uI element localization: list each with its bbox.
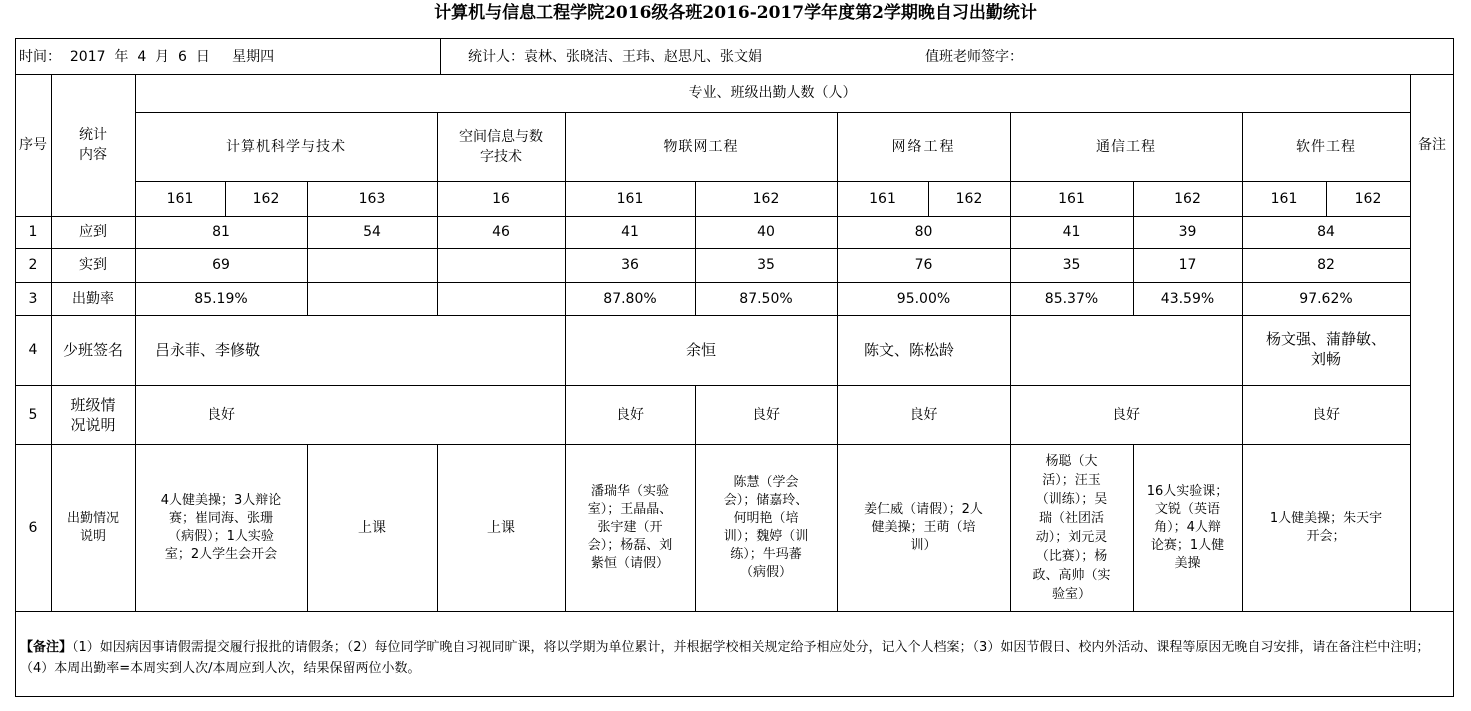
table-cell: 46 xyxy=(492,224,510,240)
table-cell: 87.50% xyxy=(739,290,793,307)
table-cell: 陈文、陈松龄 xyxy=(864,341,955,359)
class-cs-163: 163 xyxy=(358,190,386,207)
table-cell: 杨聪（大 活）；汪玉 （训练）；吴 瑞（社团活 动）；刘元灵 （比赛）；杨 政、高帅（实 验室） xyxy=(1032,453,1111,602)
table-cell: 41 xyxy=(621,224,639,240)
table-cell: 上课 xyxy=(358,519,386,536)
table-cell: 17 xyxy=(1178,257,1197,273)
table-cell: 82 xyxy=(1317,257,1335,273)
major-spatial-information: 空间信息与数 字技术 xyxy=(459,128,543,165)
table-cell: 97.62% xyxy=(1299,290,1353,307)
table-cell: 良好 xyxy=(752,406,780,423)
table-cell: 陈慧（学会 会）；储嘉玲、 何明艳（培 训）；魏婷（训 练）；牛玛蕃 （病假） xyxy=(723,474,809,580)
table-cell: 4人健美操；3人辩论 赛；崔同海、张珊 （病假）；1人实验 室；2人学生会开会 xyxy=(160,492,282,562)
row-seq: 1 xyxy=(28,224,38,240)
table-cell: 良好 xyxy=(616,406,644,423)
table-cell: 潘瑞华（实验 室）；王晶晶、 张宇建（开 会）；杨磊、刘 紫恒（请假） xyxy=(587,483,673,571)
row-label: 应到 xyxy=(79,224,107,240)
major-network-engineering: 网络工程 xyxy=(891,138,956,155)
major-telecom-engineering: 通信工程 xyxy=(1096,138,1156,155)
row-label: 少班签名 xyxy=(62,341,123,359)
table-cell: 35 xyxy=(1062,257,1081,273)
recorders-field: 统计人：袁林、张晓洁、王玮、赵思凡、张文娟 xyxy=(468,48,762,65)
table-cell: 43.59% xyxy=(1160,290,1215,307)
grid-line xyxy=(15,611,1454,612)
header-group-title: 专业、班级出勤人数（人） xyxy=(688,85,857,101)
table-cell: 35 xyxy=(757,257,775,273)
footnote-label: 【备注】 xyxy=(20,640,73,655)
grid-line xyxy=(440,38,441,74)
class-sw-162: 162 xyxy=(1354,190,1382,207)
class-iot-162: 162 xyxy=(752,190,780,207)
page-title: 计算机与信息工程学院2016级各班2016-2017学年度第2学期晚自习出勤统计 xyxy=(434,3,1037,23)
footnote-text: （1）如因病因事请假需提交履行报批的请假条；（2）每位同学旷晚自习视同旷课，将以学期为单位累计，并根据学校相关规定给予相应处分，记入个人档案；（3）如因节假日、校内外活动、课程等原因无晚自习安排，请在备注栏中注明；（4）本周出勤率=本周实到人次/本周应到人次，结果保留两位小数。 xyxy=(20,640,1430,676)
row-seq: 5 xyxy=(28,406,38,423)
class-sw-161: 161 xyxy=(1270,190,1298,207)
table-cell: 良好 xyxy=(1112,406,1140,423)
table-cell: 杨文强、蒲静敏、 刘畅 xyxy=(1265,330,1386,368)
table-cell: 良好 xyxy=(909,406,938,423)
table-cell: 上课 xyxy=(487,519,515,536)
table-cell: 84 xyxy=(1317,224,1335,240)
table-cell: 良好 xyxy=(1312,406,1340,423)
header-seq: 序号 xyxy=(19,137,47,153)
class-net-162: 162 xyxy=(955,190,983,207)
class-gis-16: 16 xyxy=(492,190,510,207)
table-cell: 81 xyxy=(212,224,230,240)
table-cell: 16人实验课； 文锐（英语 角）；4人辩 论赛；1人健 美操 xyxy=(1146,483,1229,571)
grid-line xyxy=(307,248,308,315)
table-cell: 姜仁威（请假）；2人 健美操；王萌（培 训） xyxy=(864,501,983,553)
class-net-161: 161 xyxy=(869,190,896,207)
major-software-engineering: 软件工程 xyxy=(1296,138,1356,155)
class-cs-162: 162 xyxy=(252,190,280,207)
table-cell: 69 xyxy=(212,257,230,273)
table-cell: 36 xyxy=(621,257,639,273)
row-label: 出勤率 xyxy=(72,290,114,307)
row-seq: 4 xyxy=(28,342,38,358)
table-cell: 1人健美操；朱天宇 开会； xyxy=(1269,510,1383,544)
row-seq: 6 xyxy=(28,519,38,536)
table-cell: 54 xyxy=(363,224,381,240)
class-tel-161: 161 xyxy=(1058,190,1085,207)
teacher-signature-field: 值班老师签字： xyxy=(925,48,1023,65)
header-stat-content: 统计 内容 xyxy=(79,127,107,163)
date-field: 时间： 2017 年 4 月 6 日 星期四 xyxy=(19,48,275,65)
major-iot-engineering: 物联网工程 xyxy=(663,138,739,155)
row-label: 出勤情况 说明 xyxy=(66,510,119,544)
table-cell: 85.37% xyxy=(1044,290,1099,307)
header-remark: 备注 xyxy=(1418,137,1446,153)
table-cell: 41 xyxy=(1062,224,1081,240)
table-cell: 39 xyxy=(1178,224,1197,240)
row-label: 班级情 况说明 xyxy=(70,395,116,434)
table-cell: 85.19% xyxy=(194,290,248,307)
class-tel-162: 162 xyxy=(1174,190,1201,207)
class-cs-161: 161 xyxy=(166,190,194,207)
major-computer-science: 计算机科学与技术 xyxy=(226,138,346,155)
table-cell: 76 xyxy=(914,257,933,273)
table-cell: 80 xyxy=(914,224,933,240)
footnote xyxy=(20,637,1448,679)
row-label: 实到 xyxy=(79,257,107,273)
table-cell: 良好 xyxy=(207,406,235,423)
table-cell: 40 xyxy=(757,224,775,240)
class-iot-161: 161 xyxy=(616,190,644,207)
table-cell: 吕永菲、李修敬 xyxy=(155,341,261,359)
row-seq: 3 xyxy=(28,290,38,307)
row-seq: 2 xyxy=(28,257,38,273)
table-cell: 87.80% xyxy=(603,290,657,307)
table-cell: 95.00% xyxy=(896,290,951,307)
table-cell: 余恒 xyxy=(685,341,716,359)
